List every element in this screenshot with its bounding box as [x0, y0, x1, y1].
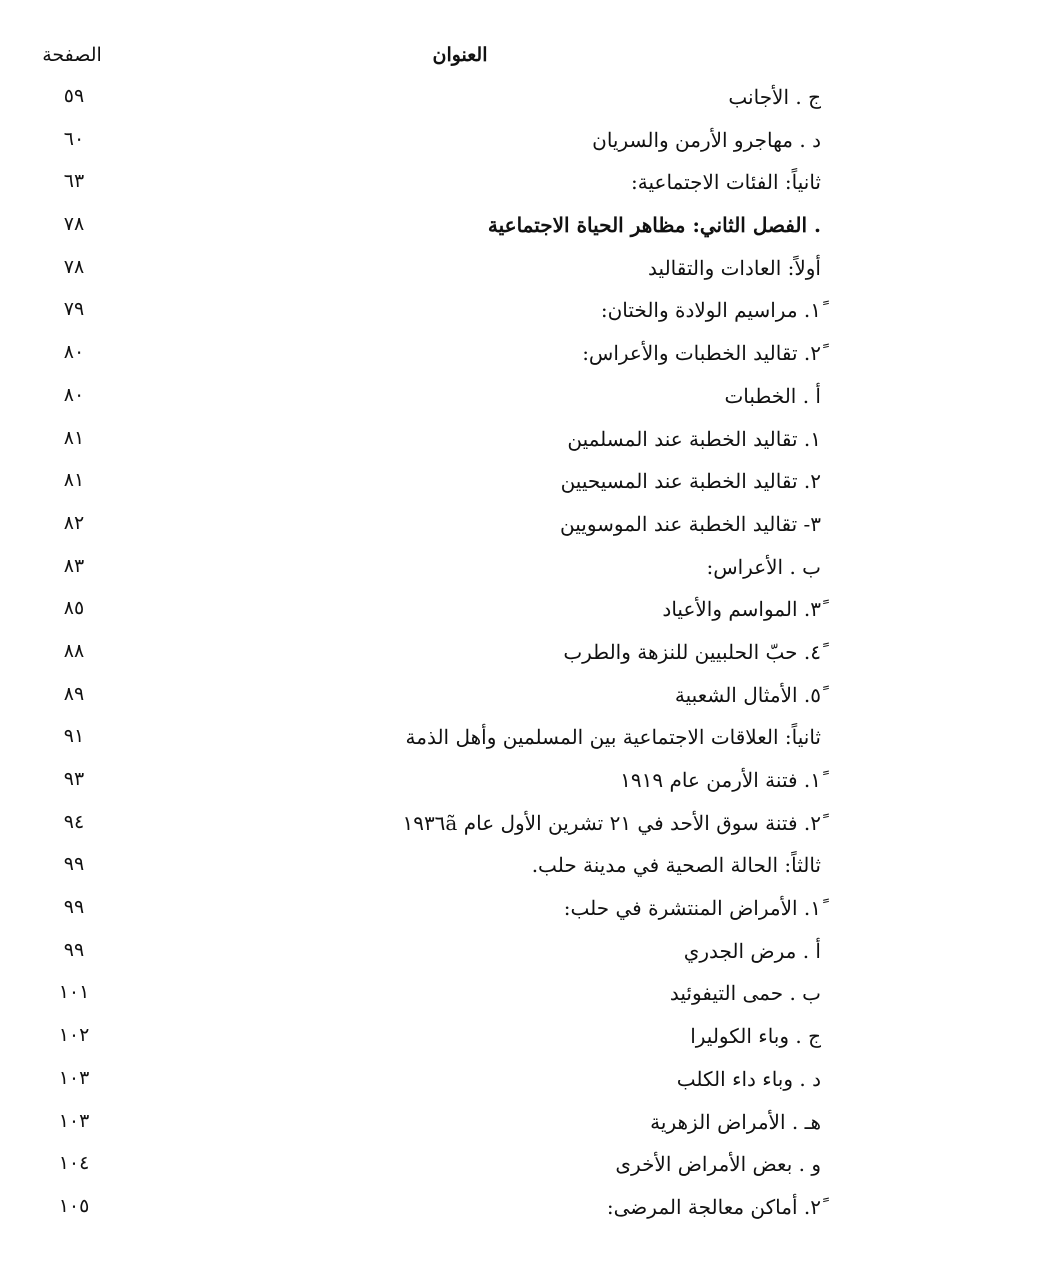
- toc-row: [0, 1148, 1043, 1191]
- toc-row: [0, 124, 1043, 167]
- toc-row: [0, 935, 1043, 978]
- toc-entry-page: ٧٨: [63, 255, 85, 278]
- toc-entry-page: ١٠٣: [58, 1066, 90, 1089]
- toc-row: [0, 423, 1043, 466]
- toc-entry-title: ٣- تقاليد الخطبة عند الموسويين: [560, 511, 821, 536]
- toc-row: [0, 551, 1043, 594]
- toc-entry-title: أ . مرض الجدري: [683, 938, 821, 963]
- toc-entry-page: ١٠٢: [58, 1024, 90, 1047]
- toc-row: [0, 81, 1043, 124]
- toc-entry-title: ٣ً. المواسم والأعياد: [662, 597, 821, 622]
- toc-entry-title: هـ . الأمراض الزهرية: [650, 1109, 821, 1134]
- toc-row: [0, 807, 1043, 850]
- toc-entry-page: ١٠٣: [58, 1109, 90, 1132]
- toc-row: [0, 721, 1043, 764]
- toc-row-chapter: [0, 209, 1043, 252]
- toc-row: [0, 294, 1043, 337]
- toc-row: [0, 337, 1043, 380]
- toc-row: [0, 1191, 1043, 1234]
- toc-entry-title: د . مهاجرو الأرمن والسريان: [592, 127, 821, 152]
- toc-entry-title: ٢ً. تقاليد الخطبات والأعراس:: [582, 341, 821, 366]
- toc-row: [0, 636, 1043, 679]
- column-header-page: الصفحة: [42, 44, 102, 66]
- toc-entry-title: ب . الأعراس:: [706, 554, 821, 579]
- toc-row: [0, 892, 1043, 935]
- toc-entry-title: ٥ً. الأمثال الشعبية: [674, 682, 821, 707]
- toc-row: [0, 977, 1043, 1020]
- toc-entry-title: . الفصل الثاني: مظاهر الحياة الاجتماعية: [487, 213, 821, 238]
- toc-entry-page: ٩٣: [63, 768, 85, 790]
- toc-row: [0, 252, 1043, 295]
- toc-entry-title: ٢ً. أماكن معالجة المرضى:: [606, 1194, 821, 1219]
- toc-entry-title: ٢. تقاليد الخطبة عند المسيحيين: [560, 469, 821, 494]
- toc-row: [0, 166, 1043, 209]
- toc-entry-page: ٩٩: [63, 896, 85, 919]
- toc-entry-title: ١. تقاليد الخطبة عند المسلمين: [567, 426, 821, 451]
- toc-row: [0, 465, 1043, 508]
- toc-entry-page: ٨١: [63, 469, 85, 492]
- toc-entry-title: ثانياً: العلاقات الاجتماعية بين المسلمين وأهل الذمة: [405, 725, 821, 750]
- toc-row: [0, 380, 1043, 423]
- toc-entry-title: أولاً: العادات والتقاليد: [648, 255, 821, 280]
- toc-entry-page: ٩٤: [63, 810, 85, 833]
- toc-entry-page: ٨١: [63, 426, 85, 449]
- toc-entry-title: ج . الأجانب: [728, 85, 821, 109]
- toc-entry-page: ٨٨: [63, 639, 85, 662]
- toc-entry-page: ٩٩: [63, 853, 85, 876]
- column-header-title: العنوان: [432, 44, 488, 66]
- toc-row: [0, 849, 1043, 892]
- toc-row: [0, 1020, 1043, 1063]
- toc-entry-page: ٨٣: [63, 554, 85, 577]
- toc-entry-title: أ . الخطبات: [724, 383, 821, 408]
- toc-row: [0, 508, 1043, 551]
- toc-row: [0, 1106, 1043, 1149]
- toc-entry-page: ٨٩: [63, 682, 85, 705]
- table-of-contents: [0, 81, 1043, 1234]
- toc-row: [0, 679, 1043, 722]
- toc-entry-page: ٩١: [63, 725, 85, 748]
- toc-entry-page: ٥٩: [63, 85, 85, 107]
- toc-entry-title: ب . حمى التيفوئيد: [669, 981, 821, 1006]
- toc-entry-page: ٨٠: [63, 383, 85, 406]
- toc-entry-page: ٧٩: [63, 298, 85, 321]
- toc-entry-page: ١٠١: [58, 981, 90, 1004]
- toc-row: [0, 1063, 1043, 1106]
- toc-entry-title: ١ً. مراسيم الولادة والختان:: [600, 298, 821, 323]
- toc-entry-title: ٢ً. فتنة سوق الأحد في ٢١ تشرين الأول عام ١٩٣٦ã: [402, 810, 821, 835]
- toc-entry-title: ثالثاً: الحالة الصحية في مدينة حلب.: [531, 853, 821, 878]
- toc-entry-page: ٦٠: [63, 127, 85, 150]
- toc-entry-title: ١ً. الأمراض المنتشرة في حلب:: [563, 896, 821, 921]
- toc-entry-page: ٦٣: [63, 170, 85, 193]
- toc-entry-page: ٩٩: [63, 938, 85, 961]
- toc-entry-page: ٧٨: [63, 213, 85, 236]
- toc-entry-page: ١٠٤: [58, 1152, 90, 1175]
- toc-entry-title: ثانياً: الفئات الاجتماعية:: [631, 170, 821, 195]
- toc-entry-page: ٨٥: [63, 597, 85, 620]
- toc-entry-title: د . وباء داء الكلب: [676, 1066, 821, 1091]
- toc-entry-page: ٨٢: [63, 511, 85, 534]
- toc-row: [0, 764, 1043, 807]
- toc-row: [0, 593, 1043, 636]
- toc-entry-title: ١ً. فتنة الأرمن عام ١٩١٩: [620, 768, 821, 792]
- toc-entry-title: ٤ً. حبّ الحلبيين للنزهة والطرب: [563, 639, 821, 664]
- toc-entry-title: و . بعض الأمراض الأخرى: [615, 1152, 821, 1177]
- toc-entry-page: ٨٠: [63, 341, 85, 364]
- toc-entry-page: ١٠٥: [58, 1194, 90, 1217]
- toc-entry-title: ج . وباء الكوليرا: [690, 1024, 821, 1049]
